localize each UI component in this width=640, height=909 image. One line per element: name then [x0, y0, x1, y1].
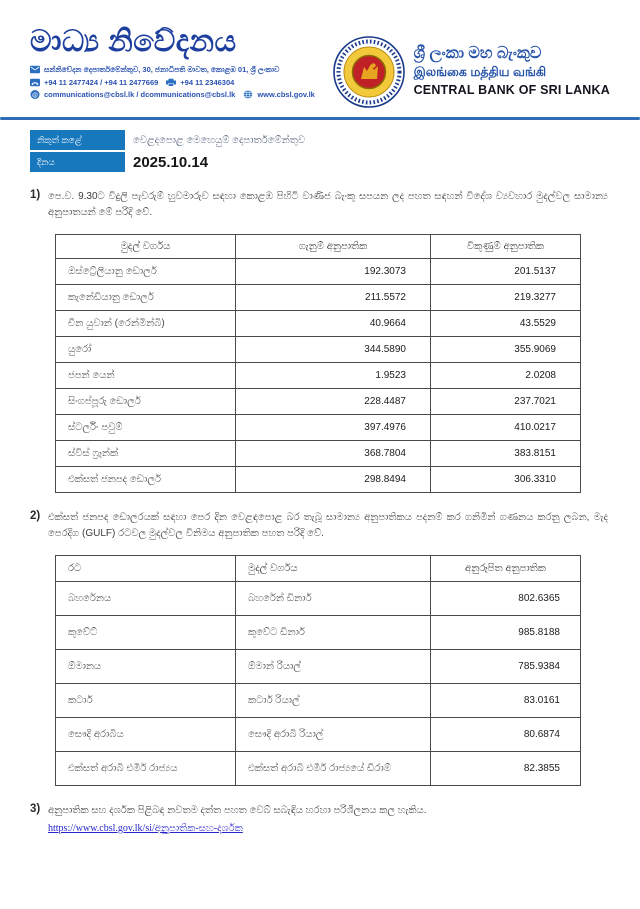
- table-cell: ස්විස් ෆ්‍රෑන්ක්: [56, 441, 236, 467]
- table-row: [56, 311, 581, 337]
- table-cell: 201.5137: [431, 259, 581, 285]
- table-cell: සෞදි අරාබි රියාල්: [236, 718, 431, 752]
- release-meta: [30, 130, 610, 172]
- bank-name-english: CENTRAL BANK OF SRI LANKA: [413, 83, 610, 98]
- table-cell: 192.3073: [236, 259, 431, 285]
- table-row: [56, 752, 581, 786]
- rates-link-line: [48, 823, 610, 834]
- table-cell: කැනේඩියානු ඩොලර්: [56, 285, 236, 311]
- bank-name-sinhala: ශ්‍රී ලංකා මහ බැංකුව: [413, 45, 542, 63]
- page-title: මාධ්‍ය නිවේදනය: [30, 25, 237, 58]
- column-header: රට: [56, 556, 236, 582]
- paragraph-1: [30, 189, 610, 220]
- table-cell: 802.6365: [431, 582, 581, 616]
- contact-fax: +94 11 2346304: [180, 77, 235, 87]
- table-cell: සෞදි අරාබිය: [56, 718, 236, 752]
- table-cell: චීන යුවාන් (රෙන්මින්බි): [56, 311, 236, 337]
- globe-icon: [243, 90, 253, 99]
- table-row: [56, 285, 581, 311]
- table-cell: 368.7804: [236, 441, 431, 467]
- column-header: මුදල් වර්ගය: [56, 235, 236, 259]
- table-cell: ඕමානය: [56, 650, 236, 684]
- bank-name-tamil: இலங்கை மத்திய வங்கி: [413, 65, 547, 80]
- table-cell: බහරේන් ඩිනාර්: [236, 582, 431, 616]
- fax-icon: [166, 78, 176, 87]
- gulf-table-header-row: [56, 556, 581, 582]
- table-row: [56, 441, 581, 467]
- table-cell: 298.8494: [236, 467, 431, 493]
- contact-phone-line: [30, 78, 333, 87]
- table-cell: ස්ටර්ලිං පවුම්: [56, 415, 236, 441]
- table-cell: 785.9384: [431, 650, 581, 684]
- date-row: [30, 152, 610, 172]
- contact-email-line: [30, 90, 333, 99]
- table-cell: 228.4487: [236, 389, 431, 415]
- issued-by-value: වෙළදපොළ මෙහෙයුම් දෙපාර්තමේන්තුව: [133, 134, 306, 146]
- table-cell: කටාර් රියාල්: [236, 684, 431, 718]
- contact-phones: +94 11 2477424 / +94 11 2477669: [44, 77, 159, 87]
- cbsl-seal-logo: [333, 36, 405, 108]
- issued-by-label: නිකුත් කළේ: [30, 130, 125, 150]
- paragraph-3-number: 3): [30, 803, 41, 815]
- table-cell: එක්සත් ජනපද ඩොලර්: [56, 467, 236, 493]
- table-cell: 211.5572: [236, 285, 431, 311]
- table-cell: 2.0208: [431, 363, 581, 389]
- table-cell: 985.8188: [431, 616, 581, 650]
- table-cell: ඕමාන් රියාල්: [236, 650, 431, 684]
- table-cell: යුරෝ: [56, 337, 236, 363]
- rates-and-indicators-link[interactable]: https://www.cbsl.gov.lk/si/අනුපාතික-සහ-දර්ශක: [48, 822, 243, 834]
- paragraph-2: [30, 510, 610, 541]
- table-cell: 40.9664: [236, 311, 431, 337]
- table-cell: බහරේනය: [56, 582, 236, 616]
- contact-emails[interactable]: communications@cbsl.lk / dcommunications@cbsl.lk: [44, 89, 236, 99]
- email-icon: [30, 90, 40, 99]
- table-cell: ඔස්ට්‍රේලියානු ඩොලර්: [56, 259, 236, 285]
- date-value: 2025.10.14: [133, 153, 209, 171]
- phone-icon: [30, 78, 40, 87]
- column-header: අනුරූපිත අනුපාතික: [431, 556, 581, 582]
- table-cell: කුවේට්: [56, 616, 236, 650]
- header-divider: [0, 117, 640, 120]
- svg-text:@: @: [32, 91, 38, 98]
- table-cell: 80.6874: [431, 718, 581, 752]
- table-row: [56, 684, 581, 718]
- table-row: [56, 415, 581, 441]
- table-row: [56, 337, 581, 363]
- column-header: විකුණුම් අනුපාතික: [431, 235, 581, 259]
- table-cell: 1.9523: [236, 363, 431, 389]
- table-row: [56, 650, 581, 684]
- envelope-icon: [30, 65, 40, 74]
- table-cell: 219.3277: [431, 285, 581, 311]
- date-label: දිනය: [30, 152, 125, 172]
- table-row: [56, 467, 581, 493]
- table-row: [56, 259, 581, 285]
- table-cell: සිංගප්පූරු ඩොලර්: [56, 389, 236, 415]
- exchange-table-header-row: [56, 235, 581, 259]
- exchange-rates-table: [55, 234, 581, 493]
- table-cell: 344.5890: [236, 337, 431, 363]
- paragraph-1-text: පෙ.ව. 9.30ට විදුලි පැවරුම් හුවමාරුව සඳහා කොළඹ පිහිටි වාණිජ බැංකු සපයන ලද පහත සඳහන් විදේශ ව්‍යවහාර මුදල්වල සාමාන්‍ය අනුපාතයන් මේ පරිදි වේ.: [48, 191, 608, 218]
- gulf-rates-table: [55, 555, 581, 786]
- table-cell: එක්සත් අරාබි එමීර් රාජ්‍යය: [56, 752, 236, 786]
- paragraph-2-text: එක්සත් ජනපද ඩොලරයක් සඳහා පෙර දින වෙළඳපොළ බර තැබූ සාමාන්‍ය අනුපාතිකය පදනම් කර ගනිමින් ගණනය කරනු ලබන, මැද පෙරදිග (GULF) රටවල මුදල්වල විනිමය අනුපාතික පහත පරිදි වේ.: [48, 512, 608, 539]
- contact-address-line: [30, 65, 333, 75]
- table-row: [56, 616, 581, 650]
- table-cell: 306.3310: [431, 467, 581, 493]
- paragraph-2-number: 2): [30, 510, 41, 522]
- table-row: [56, 582, 581, 616]
- table-cell: 355.9069: [431, 337, 581, 363]
- table-cell: කටාර්: [56, 684, 236, 718]
- table-cell: 82.3855: [431, 752, 581, 786]
- column-header: මුදල් වර්ගය: [236, 556, 431, 582]
- paragraph-3: [30, 803, 610, 819]
- issued-by-row: [30, 130, 610, 150]
- paragraph-1-number: 1): [30, 189, 41, 201]
- contact-website[interactable]: www.cbsl.gov.lk: [257, 89, 315, 99]
- table-row: [56, 718, 581, 752]
- paragraph-3-text: අනුපාතික සහ දර්ශක පිළිබඳ නවතම දත්ත පහත වෙබ් සබැඳිය හරහා පරිශීලනය කල හැකිය.: [48, 805, 427, 816]
- table-cell: 237.7021: [431, 389, 581, 415]
- table-cell: 383.8151: [431, 441, 581, 467]
- table-cell: එක්සත් අරාබි එමීර් රාජ්‍යයේ ඩිරාම්: [236, 752, 431, 786]
- table-row: [56, 363, 581, 389]
- contact-address: සන්නිවේදන දෙපාර්තමේන්තුව, 30, ජනාධිපති මාවත, කොළඹ 01, ශ්‍රී ලංකාව: [44, 64, 280, 74]
- table-cell: ජපන් යෙන්: [56, 363, 236, 389]
- bank-identity: [333, 36, 610, 108]
- table-cell: 43.5529: [431, 311, 581, 337]
- table-cell: 397.4976: [236, 415, 431, 441]
- header: [30, 26, 610, 108]
- table-row: [56, 389, 581, 415]
- column-header: ගැනුම් අනුපාතික: [236, 235, 431, 259]
- table-cell: 83.0161: [431, 684, 581, 718]
- table-cell: 410.0217: [431, 415, 581, 441]
- table-cell: කුවේට ඩිනාර්: [236, 616, 431, 650]
